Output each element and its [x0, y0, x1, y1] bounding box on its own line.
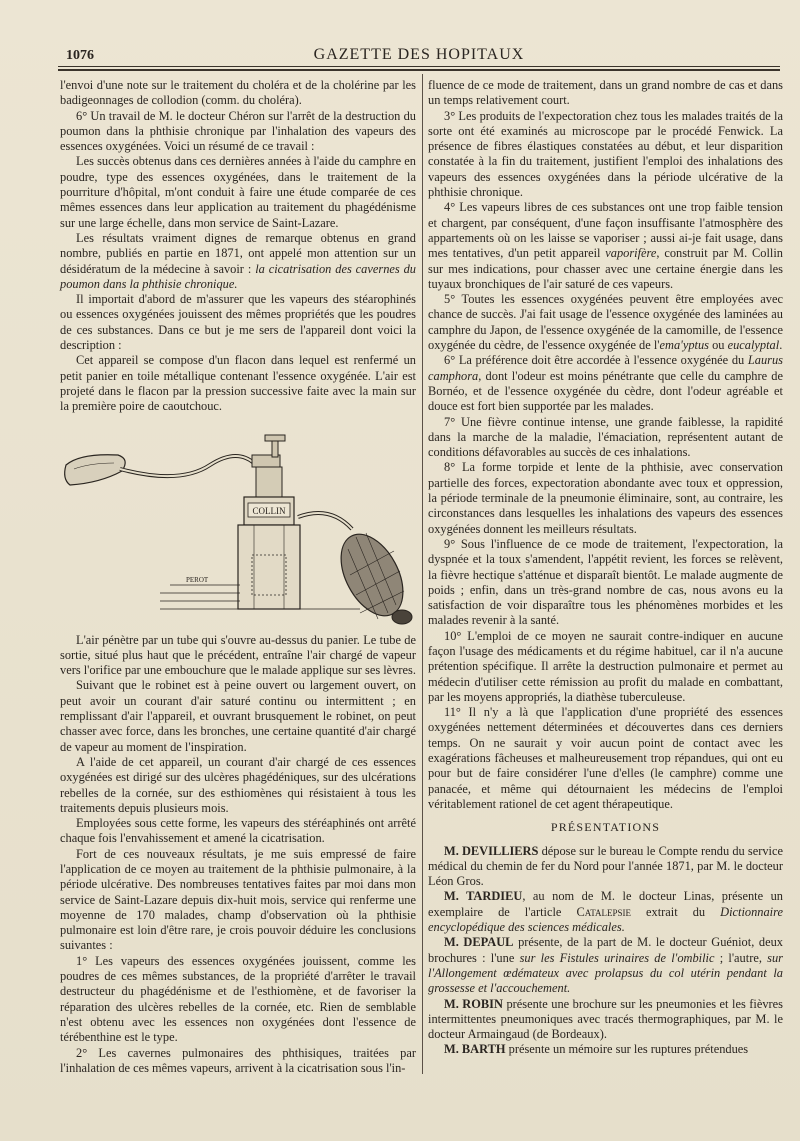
- paragraph: 9° Sous l'influence de ce mode de traitement, l'expectoration, la dyspnée et la toux s'amendent, l'appétit revient, les forces se relèvent, la fièvre hectique s'atténue et disparaît bientôt. Le malade augmente de poids ; enfin, dans un très-grand nombre de cas, nous avons eu la satisfaction de voir disparaître tous les phénomènes morbides et les malades revenir à la santé.: [428, 536, 783, 628]
- maker-label-text: PEROT: [186, 575, 209, 584]
- paragraph: Suivant que le robinet est à peine ouvert ou largement ouvert, on peut avoir un courant d'air saturé continu ou intermittent ; en remplissant d'air l'appareil, et ouvrant brusquement le robinet, on peut chasser avec force, dans les bronches, une certaine quantité d'air chargé de vapeur au moment de l'inspiration.: [60, 678, 416, 754]
- presentation-item: [428, 1042, 783, 1057]
- text-run: 5° Toutes les essences oxygénées peuvent être employées avec chance de succès. J'ai fait usage de l'essence oxygénée des laminées au camphre du Japon, de l'essence oxygénée de la camomille, de l'essence oxygénée du cèdre, de l'essence oxygénée de l': [428, 292, 783, 353]
- paragraph: [428, 353, 783, 414]
- presenter-name: M. DEPAUL: [444, 935, 514, 950]
- text-run: 4° Les vapeurs libres de ces substances ont une trop faible tension et chargent, par conséquent, d'une façon insuffisante l'atmosphère des appartements où on les laisse se vaporiser ; aussi ai-je fait usage, dans mes tentatives, d'un petit appareil: [428, 200, 783, 261]
- presenter-name: M. ROBIN: [444, 996, 503, 1011]
- italic-run: Dictionnaire encyclopédique des sciences médicales.: [428, 904, 783, 935]
- presentation-item: [428, 935, 783, 996]
- paragraph: Cet appareil se compose d'un flacon dans lequel est renfermé un petit panier en toile métallique contenant l'essence oxygénée. L'air est projeté dans le flacon par la pression successive faite avec la main sur la première poire de caoutchouc.: [60, 353, 416, 414]
- inhaler-apparatus-figure: [60, 425, 416, 625]
- text-run: ; l'autre,: [714, 950, 768, 965]
- header-rule-thick: [58, 69, 780, 71]
- paragraph: Il importait d'abord de m'assurer que les vapeurs des stéarophinés ou essences oxygénées jouissent des mêmes propriétés que les poudres de ces substances. Dans ce but je me sers de l'appareil dont voici la description :: [60, 292, 416, 353]
- paragraph: 6° Un travail de M. le docteur Chéron sur l'arrêt de la destruction du poumon dans la phthisie chronique par l'inhalation des vapeurs des essences oxygénées. Voici un résumé de ce travail :: [60, 108, 416, 154]
- italic-run: ema'yptus: [659, 338, 709, 353]
- italic-run: la cicatrisation des cavernes du poumon dans la phthisie chronique.: [60, 261, 416, 291]
- italic-run: Laurus camphora: [428, 353, 783, 383]
- text-run: , au nom de M. le docteur Linas, présente un exemplaire de l'article: [428, 889, 783, 919]
- text-run: présente une brochure sur les pneumonies et les fièvres intermittentes pneumoniques avec tracés thermographiques, par M. le docteur Armaingaud (de Bordeaux).: [428, 996, 783, 1042]
- paragraph: 3° Les produits de l'expectoration chez tous les malades traités de la sorte ont été examinés au microscope par le procédé Fenwick. La présence de fibres élastiques constatées au début, et leur disparition constatée à la fin du traitement, justifient l'emploi des inhalations des vapeurs des essences oxygénées dans la période ulcérative de la phthisie chronique.: [428, 108, 783, 200]
- presenter-name: M. TARDIEU: [444, 889, 523, 904]
- text-run: extrait du: [631, 904, 721, 919]
- presentation-item: [428, 997, 783, 1043]
- paragraph: [60, 231, 416, 292]
- paragraph: 2° Les cavernes pulmonaires des phthisiques, traitées par l'inhalation de ces mêmes vapeurs, arrivent à la cicatrisation sous l'in-: [60, 1045, 416, 1075]
- section-title: PRÉSENTATIONS: [550, 820, 661, 835]
- paragraph: Fort de ces nouveaux résultats, je me suis empressé de faire l'application de ce moyen au traitement de la phthisie pulmonaire, à la période ulcérative. Des nombreuses tentatives faites par moi dans mon service de Saint-Lazare depuis dix-huit mois, service qui renferme une moyenne de 170 malades, champ d'observation où la phthisie pulmonaire est loin d'être rare, je crois pouvoir déduire les conclusions suivantes :: [60, 846, 416, 953]
- paragraph: 7° Une fièvre continue intense, une grande faiblesse, la rapidité dans la marche de la maladie, l'émaciation, représentent autant de conditions défavorables au succès de ces inhalations.: [428, 414, 783, 460]
- paragraph: 10° L'emploi de ce moyen ne saurait contre-indiquer en aucune façon l'usage des médicaments et du régime habituel, car il n'a aucune prétention spécifique. Il arrête la destruction pulmonaire et permet au médecin d'utiliser cette rémission au profit du malade en combattant, par les moyens appropriés, la diathèse tuberculeuse.: [428, 628, 783, 704]
- mouthpiece-shape: [65, 454, 126, 484]
- text-run: présente, de la part de M. le docteur Guéniot, deux brochures : l'une: [428, 935, 783, 965]
- paragraph: 8° La forme torpide et lente de la phthisie, avec conservation partielle des forces, expectoration abondante avec toux et oppression, la période terminale de la pneumonie éliminaire, sont, au contraire, les circonstances dans lesquelles les inhalations des vapeurs des essences oxygénées donnent les meilleurs résultats.: [428, 460, 783, 536]
- italic-run: sur l'Allongement œdémateux avec prolapsus du col utérin pendant la grossesse et l'accouchement.: [428, 950, 783, 996]
- bottle-shape: [238, 525, 300, 609]
- paragraph: 11° Il n'y a là que l'application d'une propriété des essences oxygénées nettement déterminées et découvertes dans ces derniers temps. On ne saurait y voir aucun point de contact avec les exagérations fâcheuses et malheureusement trop répandues, qui ont eu pour but de faire considérer l'une d'elles (le camphre) comme une panacée, et même qui détournaient les médecins de l'emploi véritablement rationel de cet agent thérapeutique.: [428, 705, 783, 811]
- paragraph: Employées sous cette forme, les vapeurs des stéréaphinés ont arrêté chaque fois l'envahissement et amené la cicatrisation.: [60, 816, 416, 846]
- paragraph: Les succès obtenus dans ces dernières années à l'aide du camphre en poudre, type des essences oxygénées, dans le traitement de la pourriture d'hôpital, m'ont conduit à faire une étude comparée de ces mêmes essences dans leur application au traitement du phagédénisme sur une large échelle, dans mon service de Saint-Lazare.: [60, 154, 416, 230]
- header-rule: [58, 66, 780, 67]
- text-run: , dont l'odeur est moins pénétrante que celle du camphre de Bornéo, et de l'essence oxygénée du cèdre, dont l'odeur agréable et douce est fort bien supportée par les malades.: [428, 368, 783, 414]
- italic-run: eucalyptal: [727, 338, 780, 353]
- paragraph: A l'aide de cet appareil, un courant d'air chargé de ces essences oxygénées est dirigé sur des ulcères phagédéniques, sur des ulcérations rebelles de la cornée, sur des esthiomènes qui résistaient à tous les traitements depuis plusieurs mois.: [60, 754, 416, 815]
- text-run: 6° La préférence doit être accordée à l'essence oxygénée du: [444, 353, 748, 368]
- text-run: dépose sur le bureau le Compte rendu du service médical du chemin de fer du Nord pour l'année 1871, par M. le docteur Léon Gros.: [428, 843, 783, 889]
- paragraph: l'envoi d'une note sur le traitement du choléra et de la cholérine par les badigeonnages de collodion (comm. du choléra).: [60, 78, 416, 108]
- text-run: , construit par M. Collin sur mes indications, pour chasser avec une certaine énergie dans les tuyaux bronchiques de l'air saturé de ces vapeurs.: [428, 246, 783, 291]
- inhaler-illustration: [60, 425, 416, 625]
- text-run: Les résultats vraiment dignes de remarque obtenus en grand nombre, publiés en partie en 1871, ont appelé mon attention sur un désidératum de la médecine à savoir :: [60, 230, 416, 276]
- text-run: présente un mémoire sur les ruptures prétendues: [505, 1042, 749, 1057]
- journal-title: GAZETTE DES HOPITAUX: [313, 46, 525, 63]
- presenter-name: M. DEVILLIERS: [444, 843, 539, 858]
- paragraph: 1° Les vapeurs des essences oxygénées jouissent, comme les poudres de ces mêmes substances, de la propriété d'arrêter le travail destructeur du phagédénisme et de l'esthiomène, et de favoriser la réparation des ulcères rebelles de la cornée, etc. Rien de semblable n'est obtenu avec les essences non oxygénées dont l'essence de térébenthine est le type.: [60, 953, 416, 1045]
- presenter-name: M. BARTH: [444, 1042, 506, 1057]
- text-run: .: [779, 338, 783, 353]
- presentation-item: [428, 844, 783, 890]
- bottle-label-text: COLLIN: [252, 505, 286, 516]
- paragraph: [428, 200, 783, 292]
- paragraph: [428, 292, 783, 353]
- italic-run: sur les Fistules urinaires de l'ombilic: [519, 950, 715, 965]
- text-run: Catalepsie: [576, 904, 631, 919]
- paragraph: fluence de ce mode de traitement, dans un grand nombre de cas et dans un temps relativement court.: [428, 78, 783, 108]
- page-number: 1076: [66, 48, 94, 63]
- column-divider: [422, 74, 423, 1074]
- presentation-item: [428, 889, 783, 935]
- text-run: ou: [708, 338, 728, 353]
- italic-run: vaporifère: [605, 246, 657, 261]
- left-column: [60, 78, 416, 1076]
- right-column: [428, 78, 783, 1058]
- paragraph: L'air pénètre par un tube qui s'ouvre au-dessus du panier. Le tube de sortie, situé plus haut que le précédent, entraîne l'air chargé de vapeur vers l'orifice par une embouchure que le malade applique sur ses lèvres.: [60, 632, 416, 678]
